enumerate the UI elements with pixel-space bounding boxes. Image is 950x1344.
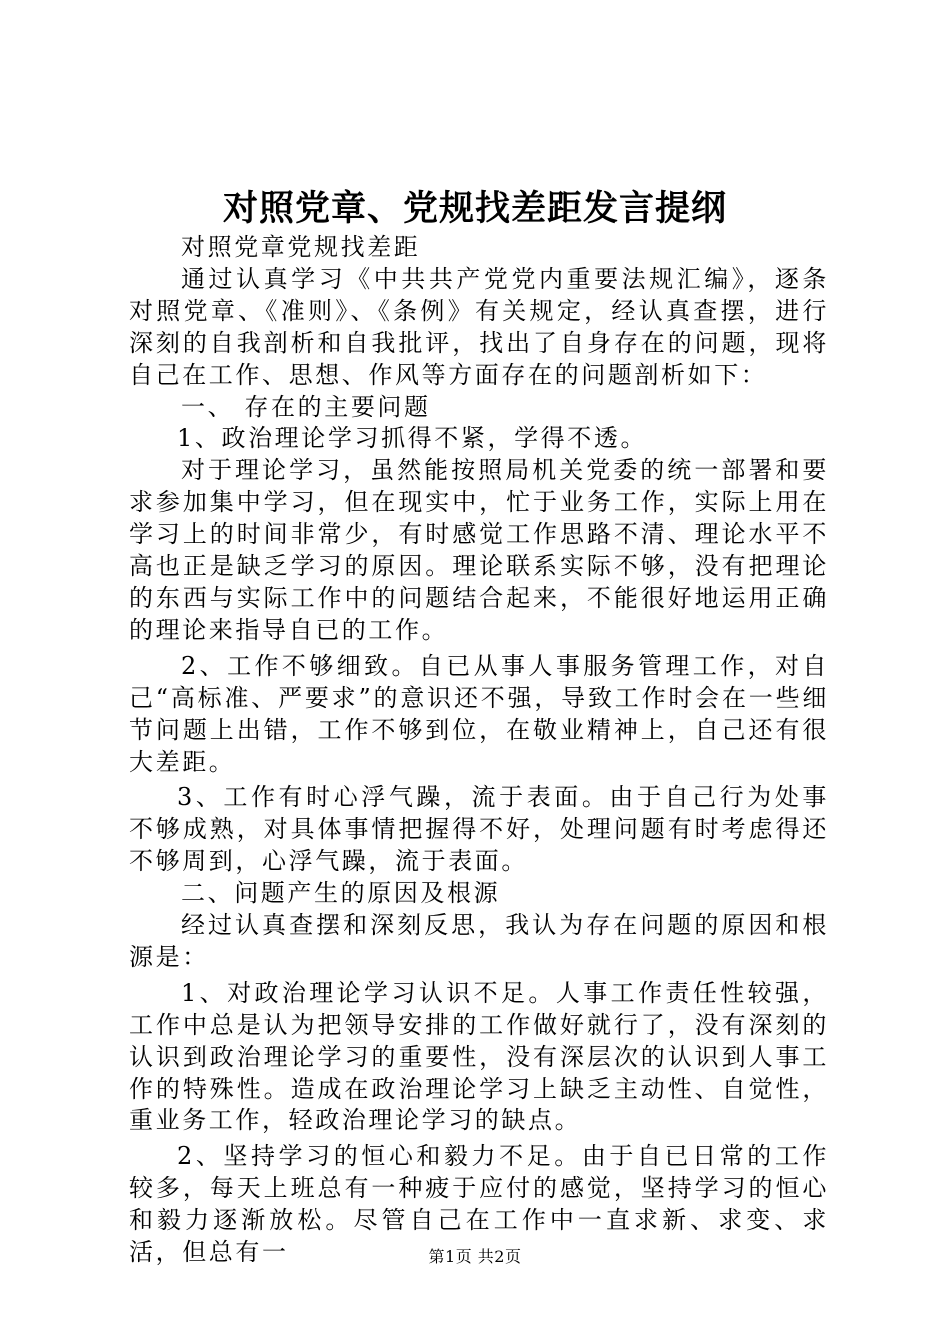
intro-paragraph: 通过认真学习《中共共产党党内重要法规汇编》，逐条对照党章、《准则》、《条例》有关规定，经认真查摆，进行深刻的自我剖析和自我批评，找出了自身存在的问题，现将自己在工作、思想、作风等方面存在的问题剖析如下：	[129, 264, 829, 389]
subtitle-paragraph: 对照党章党规找差距	[181, 233, 421, 261]
cause-paragraph-1: 1、对政治理论学习认识不足。人事工作责任性较强，工作中总是认为把领导安排的工作做好就行了，没有深刻的认识到政治理论学习的重要性，没有深层次的认识到人事工作的特殊性。造成在政治理论学习上缺乏主动性、自觉性，重业务工作，轻政治理论学习的缺点。	[129, 978, 829, 1135]
cause-paragraph-2: 2、坚持学习的恒心和毅力不足。由于自已日常的工作较多，每天上班总有一种疲于应付的感觉，坚持学习的恒心和毅力逐渐放松。尽管自己在工作中一直求新、求变、求活，但总有一	[129, 1142, 829, 1267]
section-heading-2: 二、问题产生的原因及根源	[181, 879, 501, 908]
document-title: 对照党章、党规找差距发言提纲	[222, 188, 727, 229]
page-number: 第1页 共2页	[428, 1247, 522, 1266]
issue-paragraph-3: 3、工作有时心浮气躁，流于表面。由于自己行为处事不够成熟，对具体事情把握得不好，处理问题有时考虑得还不够周到，心浮气躁，流于表面。	[129, 783, 829, 876]
issue-heading-1: 1、政治理论学习抓得不紧，学得不透。	[177, 424, 648, 453]
issue-paragraph-1: 对于理论学习，虽然能按照局机关党委的统一部署和要求参加集中学习，但在现实中，忙于业务工作，实际上用在学习上的时间非常少，有时感觉工作思路不清、理论水平不高也正是缺乏学习的原因。理论联系实际不够，没有把理论的东西与实际工作中的问题结合起来，不能很好地运用正确的理论来指导自已的工作。	[129, 456, 829, 644]
issue-paragraph-2: 2、工作不够细致。自已从事人事服务管理工作，对自己“高标准、严要求”的意识还不强，导致工作时会在一些细节问题上出错，工作不够到位，在敬业精神上，自己还有很大差距。	[129, 651, 829, 776]
section-heading-1: 一、 存在的主要问题	[181, 392, 431, 421]
document-body	[129, 232, 829, 1269]
cause-intro-paragraph: 经过认真查摆和深刻反思，我认为存在问题的原因和根源是：	[129, 911, 829, 971]
